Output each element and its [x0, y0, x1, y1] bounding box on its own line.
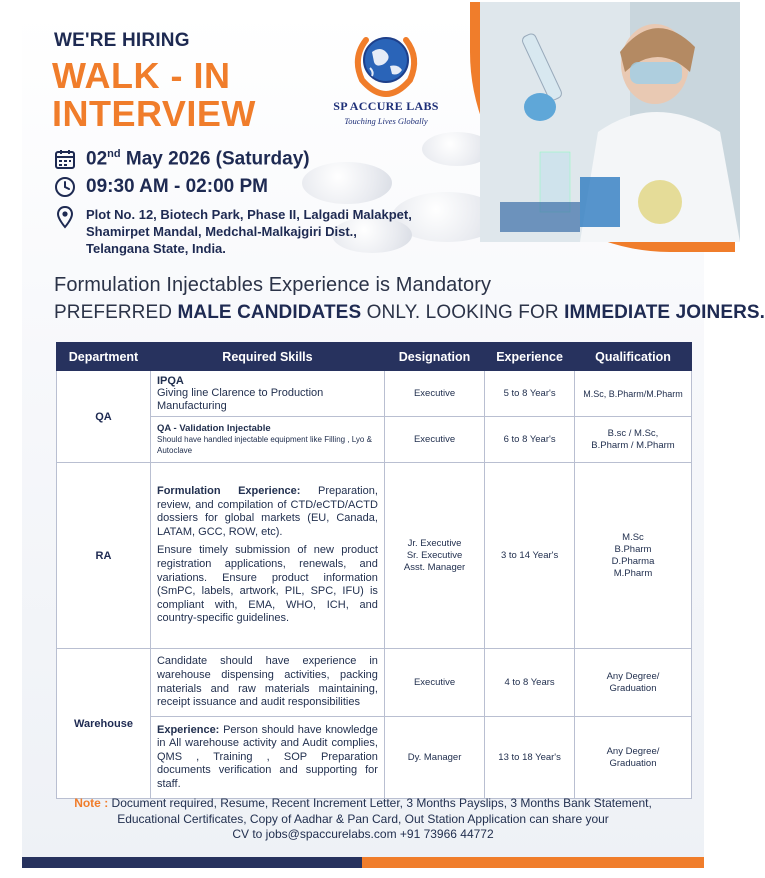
- designation-cell: Executive: [384, 417, 484, 463]
- header-department: Department: [57, 343, 151, 371]
- table-row: [57, 649, 692, 717]
- company-name: SP ACCURE LABS: [333, 99, 439, 113]
- designation-cell: Executive: [384, 649, 484, 717]
- skill-ra: Formulation Experience: Preparation, review, and compilation of CTD/eCTD/ACTD dossiers for global markets (EU, Canada, LATAM, GCC, ROW, etc). Ensure timely submission of new product registration applications, renewals, and variations. Ensure product information (SmPC, labels, artwork, PIL, SPC, IFU) is compliant with, EMA, WHO, ICH, and country-specific guidelines.: [150, 463, 384, 649]
- designation-cell: Dy. Manager: [384, 717, 484, 799]
- experience-cell: 13 to 18 Year's: [485, 717, 575, 799]
- job-poster: [22, 12, 765, 868]
- company-logo: [322, 28, 450, 138]
- qualification-cell: M.Sc, B.Pharm/M.Pharm: [574, 371, 691, 417]
- hiring-heading: WE'RE HIRING: [54, 30, 190, 51]
- designation-cell: Executive: [384, 371, 484, 417]
- hero-banner: [22, 12, 704, 264]
- address-line-3: Telangana State, India.: [86, 241, 226, 256]
- footer-bar-orange: [362, 857, 704, 868]
- footer-bar-navy: [22, 857, 362, 868]
- designation-cell: Jr. Executive Sr. Executive Asst. Manager: [384, 463, 484, 649]
- date-row: [54, 148, 310, 170]
- location-pin-icon: [54, 206, 76, 228]
- skill-qa-validation: QA - Validation Injectable Should have handled injectable equipment like Filling , Lyo & Autoclave: [150, 417, 384, 463]
- company-tagline: Touching Lives Globally: [344, 116, 428, 126]
- qualification-cell: Any Degree/ Graduation: [574, 717, 691, 799]
- table-row: [57, 463, 692, 649]
- dept-ra: RA: [57, 463, 151, 649]
- header-experience: Experience: [485, 343, 575, 371]
- calendar-icon: [54, 148, 76, 170]
- dept-qa: QA: [57, 371, 151, 463]
- skill-warehouse-manager: Experience: Person should have knowledge in All warehouse activity and Audit complies, QMS , Training , SOP Preparation documents verification and supporting for staff.: [150, 717, 384, 799]
- experience-cell: 3 to 14 Year's: [485, 463, 575, 649]
- header-required-skills: Required Skills: [150, 343, 384, 371]
- qualification-cell: Any Degree/ Graduation: [574, 649, 691, 717]
- table-row: [57, 371, 692, 417]
- mandatory-requirement: Formulation Injectables Experience is Mandatory: [54, 274, 492, 296]
- lab-scientist-photo: [470, 12, 704, 252]
- skill-ipqa: IPQA Giving line Clarence to Production Manufacturing: [150, 371, 384, 417]
- interview-time: 09:30 AM - 02:00 PM: [86, 176, 268, 197]
- experience-cell: 4 to 8 Years: [485, 649, 575, 717]
- interview-title: INTERVIEW: [52, 93, 256, 134]
- positions-table: [56, 342, 692, 799]
- preferred-candidates: PREFERRED MALE CANDIDATES ONLY. LOOKING FOR IMMEDIATE JOINERS.: [54, 302, 765, 323]
- skill-warehouse-exec: Candidate should have experience in warehouse dispensing activities, packing materials and raw materials maintaining, receipt issuance and audit responsibilities: [150, 649, 384, 717]
- interview-date: 02nd May 2026 (Saturday): [86, 148, 310, 170]
- address-line-1: Plot No. 12, Biotech Park, Phase II, Lalgadi Malakpet,: [86, 207, 412, 222]
- walk-in-title: WALK - IN: [52, 55, 231, 96]
- documents-note: Note : Document required, Resume, Recent Increment Letter, 3 Months Payslips, 3 Months Bank Statement, Educational Certificates, Copy of Aadhar & Pan Card, Out Station Application can share your CV to jobs@spaccurelabs.com +91 73966 44772: [22, 796, 704, 843]
- header-designation: Designation: [384, 343, 484, 371]
- header-qualification: Qualification: [574, 343, 691, 371]
- experience-cell: 5 to 8 Year's: [485, 371, 575, 417]
- qualification-cell: M.Sc B.Pharm D.Pharma M.Pharm: [574, 463, 691, 649]
- dept-warehouse: Warehouse: [57, 649, 151, 799]
- table-row: [57, 417, 692, 463]
- table-header-row: [57, 343, 692, 371]
- address-block: [54, 206, 412, 257]
- experience-cell: 6 to 8 Year's: [485, 417, 575, 463]
- globe-logo-icon: [322, 28, 450, 98]
- qualification-cell: B.sc / M.Sc, B.Pharm / M.Pharm: [574, 417, 691, 463]
- table-row: [57, 717, 692, 799]
- address-line-2: Shamirpet Mandal, Medchal-Malkajgiri Dist.,: [86, 224, 357, 239]
- contact-line: CV to jobs@spaccurelabs.com +91 73966 44772: [232, 827, 494, 841]
- clock-icon: [54, 176, 76, 198]
- time-row: [54, 176, 268, 198]
- note-label: Note :: [74, 796, 109, 810]
